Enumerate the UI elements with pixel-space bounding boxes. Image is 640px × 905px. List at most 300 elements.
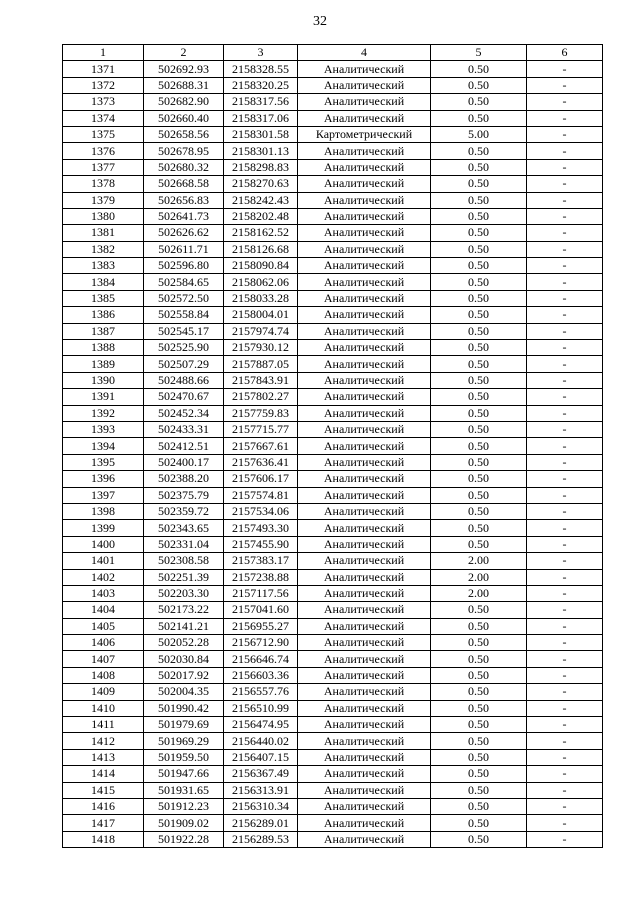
point-number-cell: 1377 [63, 159, 144, 175]
table-row [63, 536, 603, 552]
method-cell: Аналитический [298, 798, 431, 814]
y-coordinate-cell: 2156310.34 [224, 798, 298, 814]
point-number-cell: 1392 [63, 405, 144, 421]
table-row [63, 192, 603, 208]
column-header: 2 [144, 45, 224, 61]
y-coordinate-cell: 2156440.02 [224, 733, 298, 749]
method-cell: Аналитический [298, 618, 431, 634]
table-row [63, 356, 603, 372]
point-number-cell: 1380 [63, 208, 144, 224]
y-coordinate-cell: 2157574.81 [224, 487, 298, 503]
accuracy-cell: 0.50 [431, 651, 527, 667]
method-cell: Аналитический [298, 602, 431, 618]
x-coordinate-cell: 502660.40 [144, 110, 224, 126]
y-coordinate-cell: 2157974.74 [224, 323, 298, 339]
table-row [63, 438, 603, 454]
table-row [63, 553, 603, 569]
accuracy-cell: 0.50 [431, 225, 527, 241]
x-coordinate-cell: 502308.58 [144, 553, 224, 569]
description-cell: - [527, 176, 603, 192]
description-cell: - [527, 61, 603, 77]
description-cell: - [527, 503, 603, 519]
y-coordinate-cell: 2157930.12 [224, 340, 298, 356]
table-row [63, 766, 603, 782]
point-number-cell: 1389 [63, 356, 144, 372]
description-cell: - [527, 290, 603, 306]
point-number-cell: 1383 [63, 258, 144, 274]
point-number-cell: 1407 [63, 651, 144, 667]
x-coordinate-cell: 502688.31 [144, 77, 224, 93]
method-cell: Аналитический [298, 241, 431, 257]
point-number-cell: 1406 [63, 635, 144, 651]
y-coordinate-cell: 2157802.27 [224, 389, 298, 405]
method-cell: Аналитический [298, 733, 431, 749]
table-row [63, 585, 603, 601]
point-number-cell: 1413 [63, 749, 144, 765]
accuracy-cell: 0.50 [431, 389, 527, 405]
accuracy-cell: 0.50 [431, 782, 527, 798]
y-coordinate-cell: 2157238.88 [224, 569, 298, 585]
description-cell: - [527, 815, 603, 831]
description-cell: - [527, 307, 603, 323]
accuracy-cell: 0.50 [431, 176, 527, 192]
x-coordinate-cell: 502656.83 [144, 192, 224, 208]
accuracy-cell: 2.00 [431, 585, 527, 601]
accuracy-cell: 0.50 [431, 159, 527, 175]
description-cell: - [527, 667, 603, 683]
accuracy-cell: 0.50 [431, 635, 527, 651]
table-row [63, 520, 603, 536]
table-row [63, 831, 603, 847]
accuracy-cell: 0.50 [431, 192, 527, 208]
x-coordinate-cell: 502375.79 [144, 487, 224, 503]
method-cell: Аналитический [298, 159, 431, 175]
table-row [63, 700, 603, 716]
description-cell: - [527, 700, 603, 716]
method-cell: Аналитический [298, 520, 431, 536]
x-coordinate-cell: 502611.71 [144, 241, 224, 257]
x-coordinate-cell: 502572.50 [144, 290, 224, 306]
accuracy-cell: 2.00 [431, 553, 527, 569]
description-cell: - [527, 405, 603, 421]
y-coordinate-cell: 2157383.17 [224, 553, 298, 569]
y-coordinate-cell: 2158004.01 [224, 307, 298, 323]
point-number-cell: 1382 [63, 241, 144, 257]
method-cell: Аналитический [298, 176, 431, 192]
point-number-cell: 1414 [63, 766, 144, 782]
y-coordinate-cell: 2158270.63 [224, 176, 298, 192]
method-cell: Аналитический [298, 192, 431, 208]
x-coordinate-cell: 502052.28 [144, 635, 224, 651]
point-number-cell: 1393 [63, 421, 144, 437]
point-number-cell: 1391 [63, 389, 144, 405]
accuracy-cell: 0.50 [431, 798, 527, 814]
method-cell: Аналитический [298, 782, 431, 798]
method-cell: Аналитический [298, 700, 431, 716]
point-number-cell: 1379 [63, 192, 144, 208]
x-coordinate-cell: 502658.56 [144, 126, 224, 142]
description-cell: - [527, 372, 603, 388]
point-number-cell: 1398 [63, 503, 144, 519]
accuracy-cell: 0.50 [431, 684, 527, 700]
x-coordinate-cell: 502678.95 [144, 143, 224, 159]
y-coordinate-cell: 2158162.52 [224, 225, 298, 241]
x-coordinate-cell: 502030.84 [144, 651, 224, 667]
method-cell: Аналитический [298, 536, 431, 552]
point-number-cell: 1394 [63, 438, 144, 454]
method-cell: Аналитический [298, 815, 431, 831]
table-row [63, 667, 603, 683]
accuracy-cell: 2.00 [431, 569, 527, 585]
method-cell: Аналитический [298, 94, 431, 110]
accuracy-cell: 0.50 [431, 323, 527, 339]
accuracy-cell: 0.50 [431, 421, 527, 437]
description-cell: - [527, 241, 603, 257]
x-coordinate-cell: 502017.92 [144, 667, 224, 683]
point-number-cell: 1401 [63, 553, 144, 569]
accuracy-cell: 0.50 [431, 700, 527, 716]
method-cell: Аналитический [298, 143, 431, 159]
y-coordinate-cell: 2158320.25 [224, 77, 298, 93]
description-cell: - [527, 553, 603, 569]
column-header: 3 [224, 45, 298, 61]
accuracy-cell: 0.50 [431, 438, 527, 454]
point-number-cell: 1390 [63, 372, 144, 388]
accuracy-cell: 0.50 [431, 520, 527, 536]
y-coordinate-cell: 2157041.60 [224, 602, 298, 618]
table-row [63, 569, 603, 585]
point-number-cell: 1386 [63, 307, 144, 323]
point-number-cell: 1373 [63, 94, 144, 110]
y-coordinate-cell: 2158090.84 [224, 258, 298, 274]
method-cell: Аналитический [298, 110, 431, 126]
table-row [63, 340, 603, 356]
table-row [63, 717, 603, 733]
table-row [63, 749, 603, 765]
accuracy-cell: 0.50 [431, 94, 527, 110]
point-number-cell: 1400 [63, 536, 144, 552]
y-coordinate-cell: 2156313.91 [224, 782, 298, 798]
point-number-cell: 1397 [63, 487, 144, 503]
description-cell: - [527, 208, 603, 224]
method-cell: Аналитический [298, 290, 431, 306]
point-number-cell: 1408 [63, 667, 144, 683]
point-number-cell: 1409 [63, 684, 144, 700]
table-row [63, 684, 603, 700]
description-cell: - [527, 782, 603, 798]
point-number-cell: 1396 [63, 471, 144, 487]
y-coordinate-cell: 2157667.61 [224, 438, 298, 454]
method-cell: Аналитический [298, 749, 431, 765]
y-coordinate-cell: 2158033.28 [224, 290, 298, 306]
description-cell: - [527, 618, 603, 634]
table-row [63, 94, 603, 110]
accuracy-cell: 0.50 [431, 372, 527, 388]
y-coordinate-cell: 2157493.30 [224, 520, 298, 536]
y-coordinate-cell: 2156367.49 [224, 766, 298, 782]
y-coordinate-cell: 2156955.27 [224, 618, 298, 634]
table-row [63, 77, 603, 93]
description-cell: - [527, 192, 603, 208]
x-coordinate-cell: 502359.72 [144, 503, 224, 519]
accuracy-cell: 0.50 [431, 143, 527, 159]
method-cell: Аналитический [298, 405, 431, 421]
accuracy-cell: 0.50 [431, 536, 527, 552]
x-coordinate-cell: 502141.21 [144, 618, 224, 634]
description-cell: - [527, 569, 603, 585]
point-number-cell: 1385 [63, 290, 144, 306]
x-coordinate-cell: 501909.02 [144, 815, 224, 831]
y-coordinate-cell: 2156474.95 [224, 717, 298, 733]
accuracy-cell: 0.50 [431, 241, 527, 257]
point-number-cell: 1404 [63, 602, 144, 618]
description-cell: - [527, 585, 603, 601]
accuracy-cell: 0.50 [431, 274, 527, 290]
table-body [63, 61, 603, 848]
y-coordinate-cell: 2156289.53 [224, 831, 298, 847]
y-coordinate-cell: 2157636.41 [224, 454, 298, 470]
y-coordinate-cell: 2157455.90 [224, 536, 298, 552]
table-row [63, 651, 603, 667]
accuracy-cell: 0.50 [431, 733, 527, 749]
point-number-cell: 1375 [63, 126, 144, 142]
method-cell: Аналитический [298, 553, 431, 569]
accuracy-cell: 0.50 [431, 405, 527, 421]
y-coordinate-cell: 2157534.06 [224, 503, 298, 519]
x-coordinate-cell: 501931.65 [144, 782, 224, 798]
method-cell: Аналитический [298, 684, 431, 700]
x-coordinate-cell: 501969.29 [144, 733, 224, 749]
description-cell: - [527, 520, 603, 536]
point-number-cell: 1374 [63, 110, 144, 126]
accuracy-cell: 0.50 [431, 208, 527, 224]
table-row [63, 471, 603, 487]
method-cell: Аналитический [298, 635, 431, 651]
description-cell: - [527, 126, 603, 142]
table-row [63, 372, 603, 388]
x-coordinate-cell: 502433.31 [144, 421, 224, 437]
method-cell: Аналитический [298, 389, 431, 405]
point-number-cell: 1411 [63, 717, 144, 733]
page-number: 32 [313, 14, 327, 29]
point-number-cell: 1376 [63, 143, 144, 159]
accuracy-cell: 0.50 [431, 815, 527, 831]
method-cell: Аналитический [298, 208, 431, 224]
accuracy-cell: 0.50 [431, 356, 527, 372]
x-coordinate-cell: 502343.65 [144, 520, 224, 536]
x-coordinate-cell: 502692.93 [144, 61, 224, 77]
description-cell: - [527, 94, 603, 110]
description-cell: - [527, 749, 603, 765]
method-cell: Аналитический [298, 651, 431, 667]
y-coordinate-cell: 2158062.06 [224, 274, 298, 290]
accuracy-cell: 0.50 [431, 749, 527, 765]
table-row [63, 61, 603, 77]
method-cell: Аналитический [298, 356, 431, 372]
x-coordinate-cell: 501979.69 [144, 717, 224, 733]
method-cell: Аналитический [298, 372, 431, 388]
description-cell: - [527, 766, 603, 782]
method-cell: Аналитический [298, 61, 431, 77]
y-coordinate-cell: 2157606.17 [224, 471, 298, 487]
method-cell: Аналитический [298, 307, 431, 323]
method-cell: Аналитический [298, 569, 431, 585]
y-coordinate-cell: 2157117.56 [224, 585, 298, 601]
method-cell: Аналитический [298, 454, 431, 470]
method-cell: Аналитический [298, 274, 431, 290]
point-number-cell: 1395 [63, 454, 144, 470]
table-row [63, 143, 603, 159]
x-coordinate-cell: 502680.32 [144, 159, 224, 175]
method-cell: Аналитический [298, 503, 431, 519]
table-row [63, 258, 603, 274]
table-row [63, 389, 603, 405]
method-cell: Аналитический [298, 438, 431, 454]
description-cell: - [527, 77, 603, 93]
table-row [63, 798, 603, 814]
x-coordinate-cell: 502400.17 [144, 454, 224, 470]
x-coordinate-cell: 502682.90 [144, 94, 224, 110]
table-row [63, 290, 603, 306]
description-cell: - [527, 798, 603, 814]
description-cell: - [527, 258, 603, 274]
y-coordinate-cell: 2156510.99 [224, 700, 298, 716]
method-cell: Картометрический [298, 126, 431, 142]
table-row [63, 176, 603, 192]
description-cell: - [527, 225, 603, 241]
accuracy-cell: 0.50 [431, 454, 527, 470]
x-coordinate-cell: 502452.34 [144, 405, 224, 421]
table-row [63, 635, 603, 651]
description-cell: - [527, 602, 603, 618]
x-coordinate-cell: 502507.29 [144, 356, 224, 372]
accuracy-cell: 0.50 [431, 602, 527, 618]
table-row [63, 618, 603, 634]
coordinates-table [62, 44, 603, 848]
description-cell: - [527, 340, 603, 356]
description-cell: - [527, 143, 603, 159]
y-coordinate-cell: 2158317.56 [224, 94, 298, 110]
x-coordinate-cell: 501922.28 [144, 831, 224, 847]
method-cell: Аналитический [298, 340, 431, 356]
y-coordinate-cell: 2158242.43 [224, 192, 298, 208]
y-coordinate-cell: 2156646.74 [224, 651, 298, 667]
accuracy-cell: 0.50 [431, 340, 527, 356]
table-row [63, 733, 603, 749]
y-coordinate-cell: 2156557.76 [224, 684, 298, 700]
table-row [63, 815, 603, 831]
y-coordinate-cell: 2158301.58 [224, 126, 298, 142]
point-number-cell: 1402 [63, 569, 144, 585]
table-row [63, 110, 603, 126]
table-row [63, 225, 603, 241]
y-coordinate-cell: 2158301.13 [224, 143, 298, 159]
table-row [63, 405, 603, 421]
x-coordinate-cell: 502388.20 [144, 471, 224, 487]
x-coordinate-cell: 502584.65 [144, 274, 224, 290]
table-row [63, 159, 603, 175]
y-coordinate-cell: 2158298.83 [224, 159, 298, 175]
accuracy-cell: 0.50 [431, 110, 527, 126]
x-coordinate-cell: 502558.84 [144, 307, 224, 323]
x-coordinate-cell: 501959.50 [144, 749, 224, 765]
description-cell: - [527, 635, 603, 651]
point-number-cell: 1381 [63, 225, 144, 241]
method-cell: Аналитический [298, 421, 431, 437]
accuracy-cell: 0.50 [431, 766, 527, 782]
y-coordinate-cell: 2157887.05 [224, 356, 298, 372]
accuracy-cell: 5.00 [431, 126, 527, 142]
accuracy-cell: 0.50 [431, 487, 527, 503]
point-number-cell: 1403 [63, 585, 144, 601]
table-row [63, 421, 603, 437]
point-number-cell: 1372 [63, 77, 144, 93]
method-cell: Аналитический [298, 667, 431, 683]
point-number-cell: 1417 [63, 815, 144, 831]
accuracy-cell: 0.50 [431, 61, 527, 77]
x-coordinate-cell: 502488.66 [144, 372, 224, 388]
method-cell: Аналитический [298, 766, 431, 782]
column-header: 1 [63, 45, 144, 61]
point-number-cell: 1371 [63, 61, 144, 77]
x-coordinate-cell: 502004.35 [144, 684, 224, 700]
accuracy-cell: 0.50 [431, 717, 527, 733]
description-cell: - [527, 356, 603, 372]
x-coordinate-cell: 502412.51 [144, 438, 224, 454]
x-coordinate-cell: 502596.80 [144, 258, 224, 274]
table-row [63, 487, 603, 503]
y-coordinate-cell: 2158328.55 [224, 61, 298, 77]
column-header: 5 [431, 45, 527, 61]
description-cell: - [527, 323, 603, 339]
x-coordinate-cell: 502668.58 [144, 176, 224, 192]
table-row [63, 503, 603, 519]
y-coordinate-cell: 2156712.90 [224, 635, 298, 651]
table-header-row [63, 45, 603, 61]
method-cell: Аналитический [298, 585, 431, 601]
accuracy-cell: 0.50 [431, 77, 527, 93]
accuracy-cell: 0.50 [431, 290, 527, 306]
x-coordinate-cell: 501990.42 [144, 700, 224, 716]
point-number-cell: 1388 [63, 340, 144, 356]
method-cell: Аналитический [298, 323, 431, 339]
method-cell: Аналитический [298, 258, 431, 274]
description-cell: - [527, 438, 603, 454]
point-number-cell: 1378 [63, 176, 144, 192]
description-cell: - [527, 717, 603, 733]
table-row [63, 602, 603, 618]
y-coordinate-cell: 2158317.06 [224, 110, 298, 126]
description-cell: - [527, 487, 603, 503]
point-number-cell: 1410 [63, 700, 144, 716]
point-number-cell: 1399 [63, 520, 144, 536]
y-coordinate-cell: 2157843.91 [224, 372, 298, 388]
point-number-cell: 1412 [63, 733, 144, 749]
description-cell: - [527, 454, 603, 470]
description-cell: - [527, 684, 603, 700]
x-coordinate-cell: 502331.04 [144, 536, 224, 552]
y-coordinate-cell: 2156407.15 [224, 749, 298, 765]
table-row [63, 126, 603, 142]
point-number-cell: 1418 [63, 831, 144, 847]
description-cell: - [527, 831, 603, 847]
method-cell: Аналитический [298, 487, 431, 503]
description-cell: - [527, 536, 603, 552]
accuracy-cell: 0.50 [431, 831, 527, 847]
table-row [63, 323, 603, 339]
x-coordinate-cell: 502641.73 [144, 208, 224, 224]
accuracy-cell: 0.50 [431, 618, 527, 634]
